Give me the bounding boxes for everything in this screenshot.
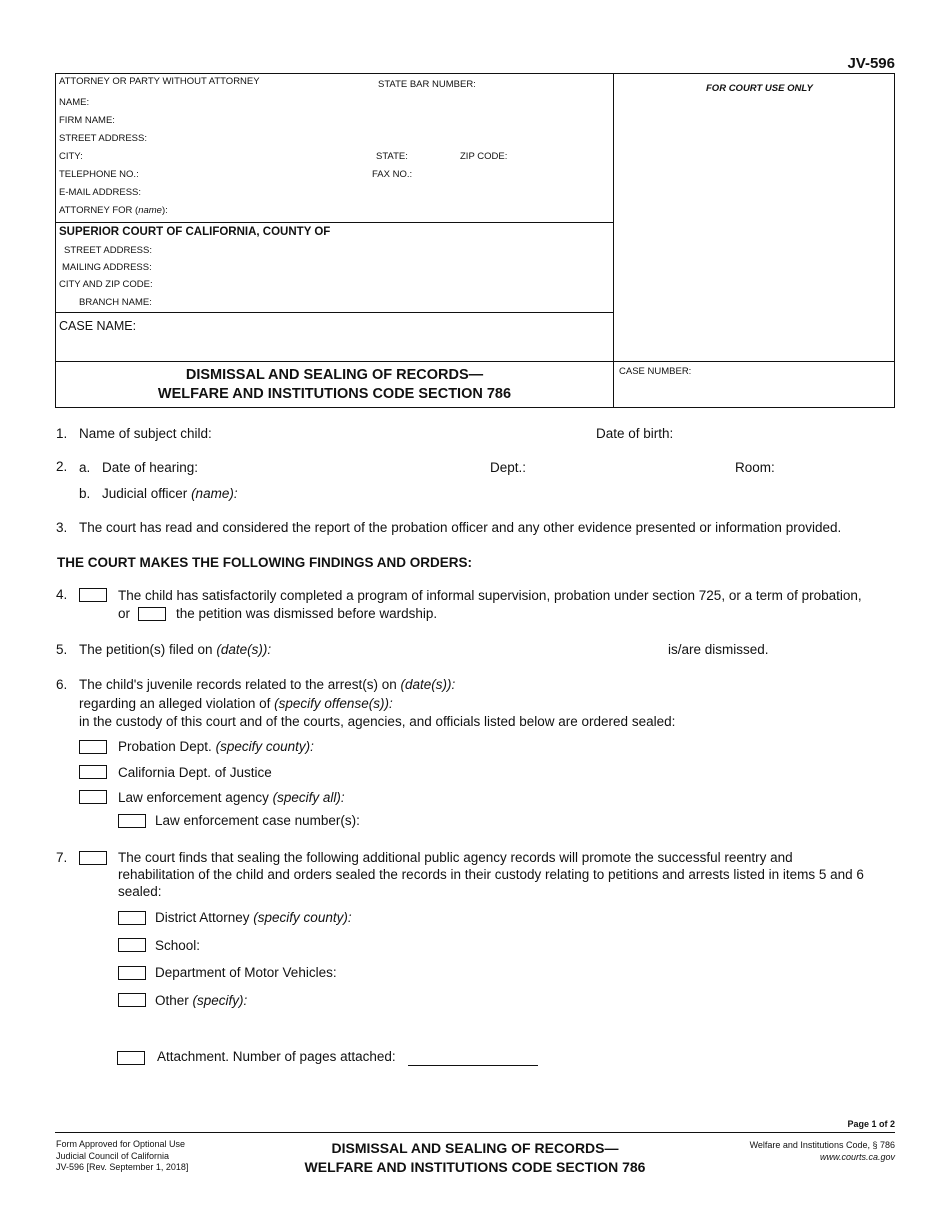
law-enforcement-hint: (specify all): (272, 790, 345, 805)
form-id: JV-596 (847, 55, 895, 72)
attachment-pages-input[interactable] (408, 1065, 538, 1066)
title-top-line (55, 361, 895, 362)
item7-line3: sealed: (118, 884, 162, 899)
title-line1: DISMISSAL AND SEALING OF RECORDS— (185, 367, 484, 383)
dept-field[interactable]: Dept.: (490, 460, 527, 475)
school-checkbox[interactable] (118, 938, 146, 952)
item7-number: 7. (56, 850, 68, 865)
law-enforcement-checkbox[interactable] (79, 790, 107, 804)
street-label[interactable]: STREET ADDRESS: (59, 133, 147, 144)
attorney-for-prefix: ATTORNEY FOR ( (59, 205, 139, 216)
item2-number: 2. (56, 459, 68, 474)
item7-checkbox[interactable] (79, 851, 107, 865)
court-bottom-line (55, 312, 614, 313)
hearing-date-field[interactable]: Date of hearing: (102, 460, 199, 475)
item4-number: 4. (56, 587, 68, 602)
state-label[interactable]: STATE: (376, 151, 408, 162)
attachment-checkbox[interactable] (117, 1051, 145, 1065)
judicial-officer-field[interactable] (102, 486, 238, 501)
item6-number: 6. (56, 677, 68, 692)
da-checkbox[interactable] (118, 911, 146, 925)
other-checkbox[interactable] (118, 993, 146, 1007)
law-enforcement-field[interactable] (118, 790, 345, 805)
other-label: Other (155, 993, 189, 1008)
petition-date-field[interactable] (79, 642, 271, 657)
city-zip-label[interactable]: CITY AND ZIP CODE: (59, 279, 153, 290)
caption-box (55, 73, 895, 408)
title-line2: WELFARE AND INSTITUTIONS CODE SECTION 786 (157, 386, 512, 402)
attorney-for-name: name (138, 205, 162, 216)
room-field[interactable]: Room: (735, 460, 775, 475)
other-field[interactable] (155, 993, 247, 1008)
page-number: Page 1 of 2 (847, 1119, 895, 1129)
arrest-date-label: The child's juvenile records related to the arrest(s) on (79, 677, 397, 692)
mailing-label[interactable]: MAILING ADDRESS: (62, 262, 152, 273)
item4-text: The child has satisfactorily completed a program of informal supervision, probation under section 725, or a term of probation, (118, 588, 862, 603)
court-use-divider (613, 73, 614, 408)
item5-number: 5. (56, 642, 68, 657)
footer-title-2: WELFARE AND INSTITUTIONS CODE SECTION 786 (304, 1159, 646, 1175)
case-name-label[interactable]: CASE NAME: (59, 319, 137, 333)
item4-text2: the petition was dismissed before wardship. (176, 606, 438, 621)
branch-label[interactable]: BRANCH NAME: (79, 297, 152, 308)
form-title (55, 366, 614, 404)
courts-website-link[interactable]: www.courts.ca.gov (819, 1152, 895, 1162)
item7-line2: rehabilitation of the child and orders sealed the records in their custody relating to petitions and arrests listed in items 5 and 6 (118, 867, 864, 882)
da-field[interactable] (155, 910, 352, 925)
arrest-date-hint: (date(s)): (400, 677, 456, 692)
item1-number: 1. (56, 426, 68, 441)
footer-right-1: Welfare and Institutions Code, § 786 (749, 1140, 895, 1150)
da-hint: (specify county): (253, 910, 352, 925)
item2a-letter: a. (79, 460, 91, 475)
petition-date-label: The petition(s) filed on (79, 642, 213, 657)
attorney-bottom-line (55, 222, 614, 223)
doj-checkbox[interactable] (79, 765, 107, 779)
probation-hint: (specify county): (215, 739, 314, 754)
footer-title (250, 1139, 700, 1177)
probation-checkbox[interactable] (79, 740, 107, 754)
attorney-label: ATTORNEY OR PARTY WITHOUT ATTORNEY (59, 76, 260, 87)
zip-label[interactable]: ZIP CODE: (460, 151, 508, 162)
item3-number: 3. (56, 520, 68, 535)
probation-field[interactable] (118, 739, 314, 754)
item6-line3: in the custody of this court and of the courts, agencies, and officials listed below are ordered sealed: (79, 714, 676, 729)
item3-text: The court has read and considered the report of the probation officer and any other evidence presented or information provided. (79, 520, 842, 535)
footer-right (750, 1139, 895, 1163)
court-title[interactable]: SUPERIOR COURT OF CALIFORNIA, COUNTY OF (59, 226, 331, 238)
fax-label[interactable]: FAX NO.: (372, 169, 413, 180)
attachment-label: Attachment. Number of pages attached: (157, 1049, 396, 1064)
item4-alt-checkbox[interactable] (138, 607, 166, 621)
dob-field[interactable]: Date of birth: (596, 426, 674, 441)
telephone-label[interactable]: TELEPHONE NO.: (59, 169, 139, 180)
da-label: District Attorney (155, 910, 250, 925)
dmv-checkbox[interactable] (118, 966, 146, 980)
court-street-label[interactable]: STREET ADDRESS: (64, 245, 152, 256)
doj-label: California Dept. of Justice (118, 765, 272, 780)
judicial-officer-label: Judicial officer (102, 486, 188, 501)
footer-left-3: JV-596 [Rev. September 1, 2018] (56, 1162, 189, 1172)
law-enforcement-label: Law enforcement agency (118, 790, 269, 805)
footer-left-1: Form Approved for Optional Use (56, 1139, 186, 1149)
findings-heading: THE COURT MAKES THE FOLLOWING FINDINGS AND ORDERS: (57, 555, 472, 570)
child-name-field[interactable]: Name of subject child: (79, 426, 212, 441)
city-label[interactable]: CITY: (59, 151, 83, 162)
probation-label: Probation Dept. (118, 739, 212, 754)
state-bar-label: STATE BAR NUMBER: (378, 79, 476, 90)
item2b-letter: b. (79, 486, 91, 501)
petition-date-hint: (date(s)): (216, 642, 272, 657)
firm-label[interactable]: FIRM NAME: (59, 115, 115, 126)
dmv-label[interactable]: Department of Motor Vehicles: (155, 965, 337, 980)
attorney-for-label[interactable] (59, 205, 168, 216)
offense-hint: (specify offense(s)): (274, 696, 393, 711)
footer-title-1: DISMISSAL AND SEALING OF RECORDS— (331, 1140, 619, 1156)
judicial-officer-hint: (name): (191, 486, 238, 501)
item5-end: is/are dismissed. (668, 642, 769, 657)
arrest-date-field[interactable] (79, 677, 455, 692)
offense-field[interactable] (79, 696, 393, 711)
item7-line1: The court finds that sealing the following additional public agency records will promote the successful reentry and (118, 850, 793, 865)
court-use-label: FOR COURT USE ONLY (706, 83, 813, 94)
item4-checkbox[interactable] (79, 588, 107, 602)
case-number-label[interactable]: CASE NUMBER: (619, 366, 692, 377)
offense-label: regarding an alleged violation of (79, 696, 271, 711)
footer-rule (55, 1132, 895, 1133)
attorney-for-suffix: ): (161, 205, 168, 216)
school-label[interactable]: School: (155, 938, 201, 953)
law-case-label[interactable]: Law enforcement case number(s): (155, 813, 360, 828)
other-hint: (specify): (192, 993, 248, 1008)
footer-left (56, 1139, 188, 1174)
email-label[interactable]: E-MAIL ADDRESS: (59, 187, 142, 198)
item4-or: or (118, 606, 131, 621)
law-case-checkbox[interactable] (118, 814, 146, 828)
name-label[interactable]: NAME: (59, 97, 90, 108)
footer-left-2: Judicial Council of California (56, 1150, 170, 1161)
